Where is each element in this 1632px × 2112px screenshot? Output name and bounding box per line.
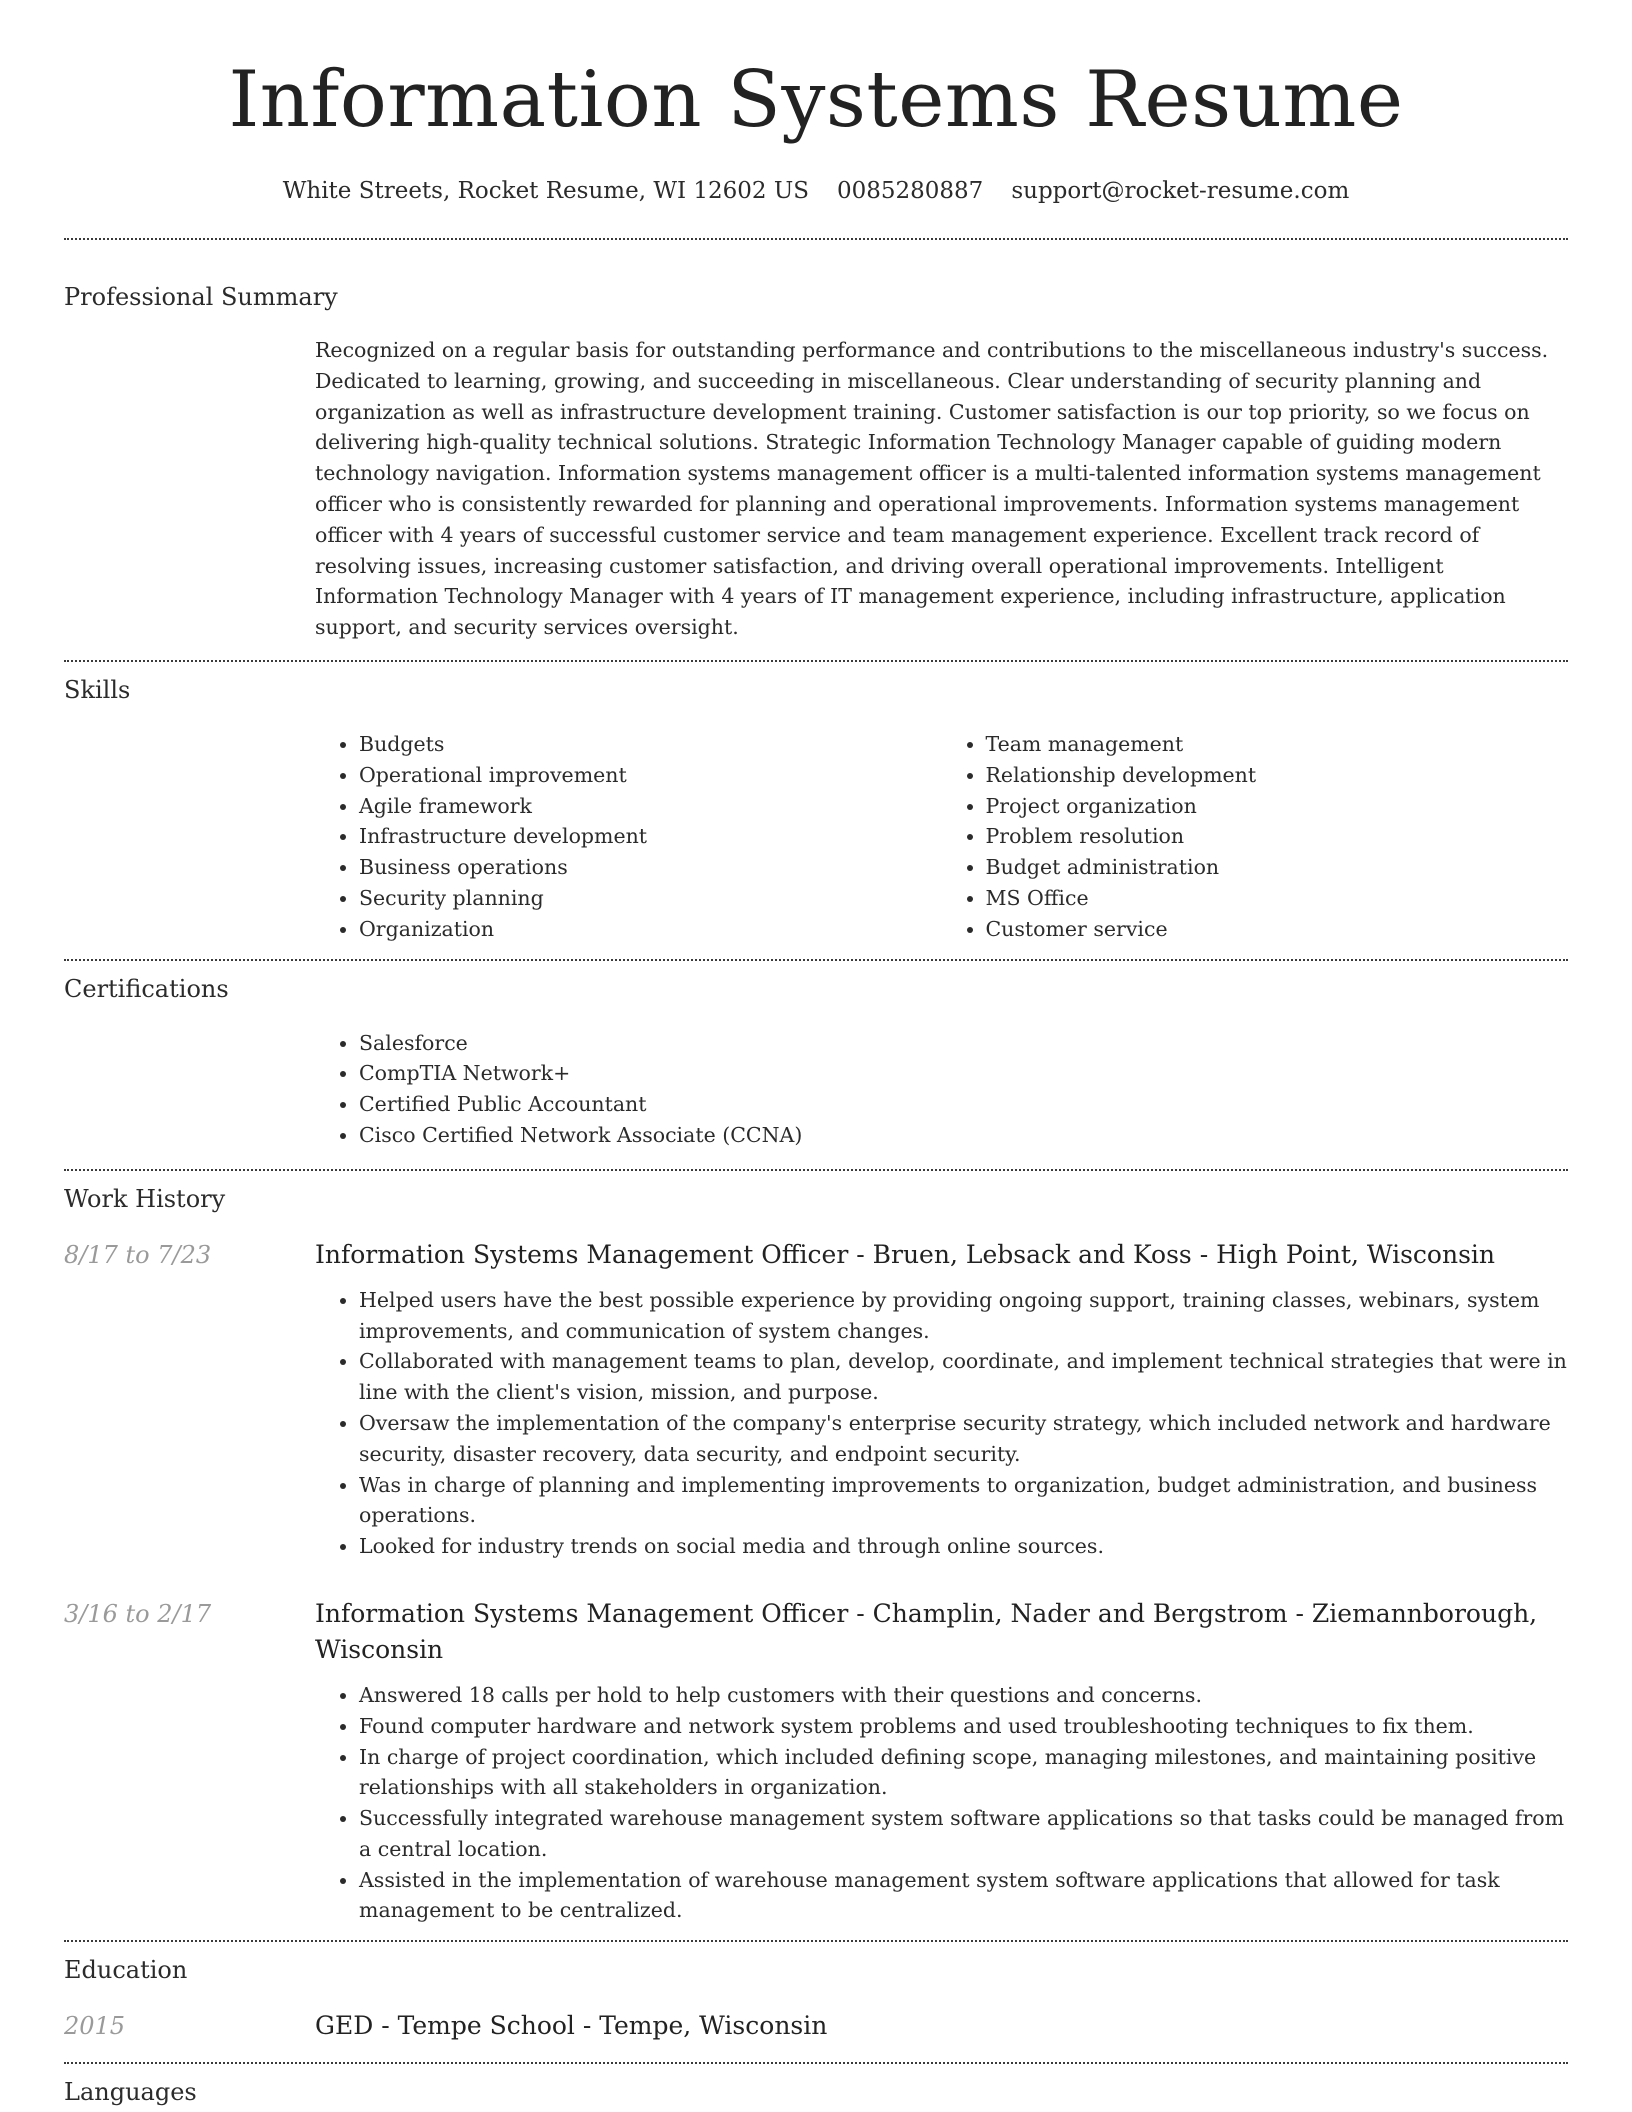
skill-item: • Problem resolution <box>986 821 1569 852</box>
certification-item: • Salesforce <box>359 1028 1568 1059</box>
job-bullet: • Was in charge of planning and implementing improvements to organization, budget administration, and business operations. <box>359 1470 1568 1532</box>
skill-item: • Team management <box>986 729 1569 760</box>
job-bullet: • Collaborated with management teams to plan, develop, coordinate, and implement technical strategies that were in line with the client's vision, mission, and purpose. <box>359 1346 1568 1408</box>
job-bullet: • Successfully integrated warehouse management system software applications so that tasks could be managed from a central location. <box>359 1803 1568 1865</box>
skill-item: • MS Office <box>986 883 1569 914</box>
certifications-content <box>315 1028 1568 1151</box>
skill-item: • Infrastructure development <box>359 821 942 852</box>
job-dates: 3/16 to 2/17 <box>64 1599 212 1628</box>
contact-phone: 0085280887 <box>836 178 984 204</box>
skill-item: • Customer service <box>986 914 1569 945</box>
education-title: GED - Tempe School - Tempe, Wisconsin <box>315 2011 828 2041</box>
skill-item: • Security planning <box>359 883 942 914</box>
job-dates: 8/17 to 7/23 <box>64 1240 212 1269</box>
languages-section <box>64 2064 1568 2108</box>
contact-address: White Streets, Rocket Resume, WI 12602 US <box>282 178 809 204</box>
skill-item: • Budget administration <box>986 852 1569 883</box>
skill-item: • Agile framework <box>359 791 942 822</box>
job-body <box>315 1596 1568 1926</box>
summary-content <box>315 335 1568 643</box>
job-title: Information Systems Management Officer - Bruen, Lebsack and Koss - High Point, Wisconsin <box>315 1239 1495 1269</box>
job-body <box>315 1237 1568 1562</box>
skill-item: • Project organization <box>986 791 1569 822</box>
job-bullets <box>315 1285 1568 1562</box>
job-bullet: • Found computer hardware and network system problems and used troubleshooting techniques to fix them. <box>359 1711 1568 1742</box>
job-bullet: • In charge of project coordination, which included defining scope, managing milestones, and maintaining positive relationships with all stakeholders in organization. <box>359 1742 1568 1804</box>
professional-summary-section <box>64 240 1568 660</box>
skill-item: • Business operations <box>359 852 942 883</box>
job-bullet: • Looked for industry trends on social media and through online sources. <box>359 1531 1568 1562</box>
summary-text: Recognized on a regular basis for outstanding performance and contributions to the miscellaneous industry's success. Dedicated to learning, growing, and succeeding in miscellaneous. Clear understanding of security planning and organization as well as infrastructure development training. Customer satisfaction is our top priority, so we focus on delivering high-quality technical solutions. Strategic Information Technology Manager capable of guiding modern technology navigation. Information systems management officer is a multi-talented information systems management officer who is consistently rewarded for planning and operational improvements. Information systems management officer with 4 years of successful customer service and team management experience. Excellent track record of resolving issues, increasing customer satisfaction, and driving overall operational improvements. Intelligent Information Technology Manager with 4 years of IT management experience, including infrastructure, application support, and security services oversight. <box>315 338 1549 640</box>
job-entry <box>64 1596 1568 1926</box>
contact-line <box>64 176 1568 206</box>
skill-item: • Operational improvement <box>359 760 942 791</box>
skill-item: • Budgets <box>359 729 942 760</box>
section-title-education: Education <box>64 1956 188 1985</box>
section-title-languages: Languages <box>64 2078 197 2107</box>
section-title-summary: Professional Summary <box>64 283 338 311</box>
education-section <box>64 1942 1568 2062</box>
work-history-section <box>64 1171 1568 1941</box>
skills-list-left <box>315 729 942 945</box>
job-title: Information Systems Management Officer - Champlin, Nader and Bergstrom - Ziemannborough, Wisconsin <box>315 1598 1538 1664</box>
education-entry <box>64 2008 1568 2044</box>
resume-header <box>64 0 1568 206</box>
section-title-skills: Skills <box>64 675 131 704</box>
job-bullets <box>315 1680 1568 1926</box>
section-title-certifications: Certifications <box>64 974 229 1003</box>
education-dates: 2015 <box>64 2012 126 2041</box>
skills-section <box>64 662 1568 959</box>
certification-item: • Cisco Certified Network Associate (CCNA) <box>359 1120 1568 1151</box>
certification-item: • Certified Public Accountant <box>359 1089 1568 1120</box>
contact-email: support@rocket-resume.com <box>1011 178 1350 204</box>
resume-title: Information Systems Resume <box>228 55 1404 145</box>
skills-list-right <box>942 729 1569 945</box>
job-bullet: • Assisted in the implementation of warehouse management system software applications that allowed for task management to be centralized. <box>359 1865 1568 1927</box>
certifications-list <box>315 1028 1568 1151</box>
job-entry <box>64 1237 1568 1562</box>
certification-item: • CompTIA Network+ <box>359 1058 1568 1089</box>
certifications-section <box>64 961 1568 1169</box>
section-title-work-history: Work History <box>64 1184 226 1213</box>
job-bullet: • Oversaw the implementation of the company's enterprise security strategy, which included network and hardware security, disaster recovery, data security, and endpoint security. <box>359 1408 1568 1470</box>
skills-columns <box>315 729 1568 945</box>
skill-item: • Relationship development <box>986 760 1569 791</box>
skill-item: • Organization <box>359 914 942 945</box>
education-body <box>315 2008 1568 2044</box>
job-bullet: • Helped users have the best possible experience by providing ongoing support, training classes, webinars, system improvements, and communication of system changes. <box>359 1285 1568 1347</box>
job-bullet: • Answered 18 calls per hold to help customers with their questions and concerns. <box>359 1680 1568 1711</box>
